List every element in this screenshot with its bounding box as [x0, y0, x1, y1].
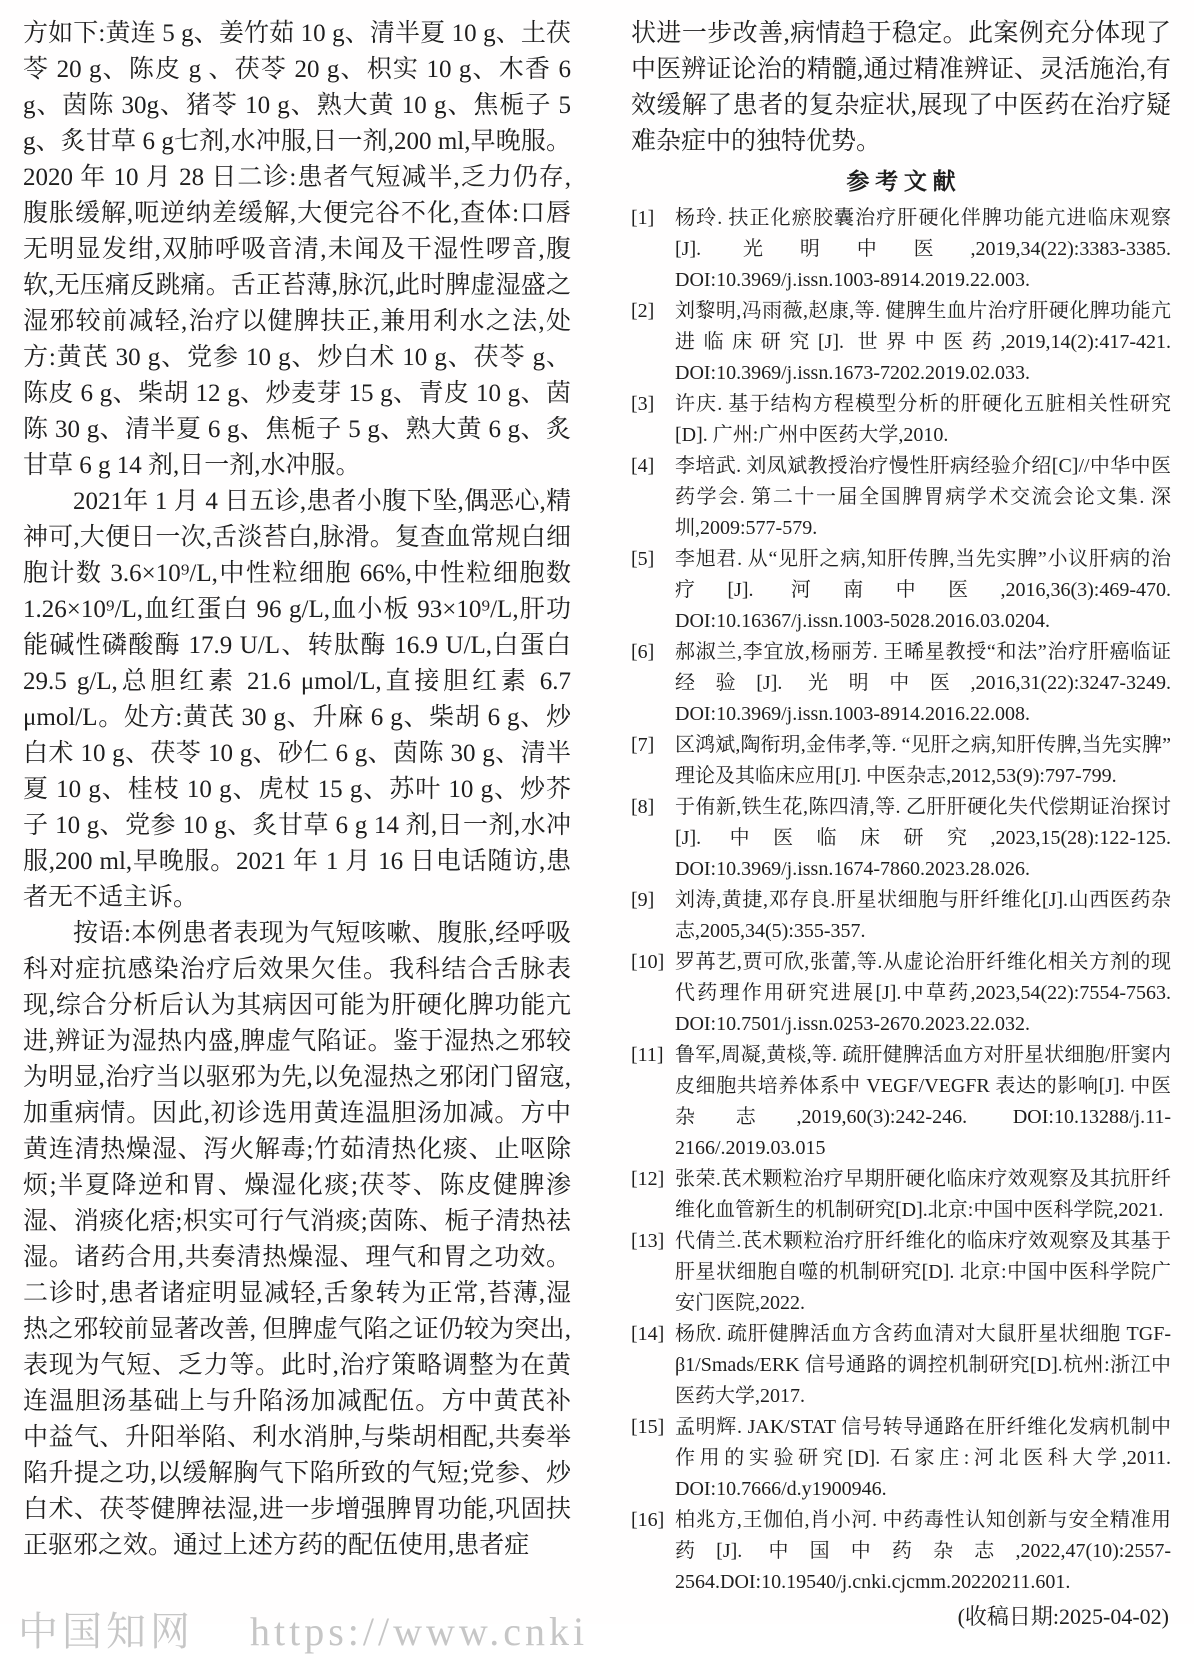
references-list: [631, 203, 1171, 1598]
reference-text: 张荣.芪术颗粒治疗早期肝硬化临床疗效观察及其抗肝纤维化血管新生的机制研究[D].北京:中国中医科学院,2021.: [675, 1168, 1171, 1221]
cnki-watermark-text: 中国知网 https://www.cnki: [18, 1609, 589, 1654]
fifth-visit-paragraph: 2021年 1 月 4 日五诊,患者小腹下坠,偶恶心,精神可,大便日一次,舌淡苔白,脉滑。复查血常规白细胞计数 3.6×10⁹/L,中性粒细胞 66%,中性粒细胞数 1.26×10⁹/L,血红蛋白 96 g/L,血小板 93×10⁹/L,肝功能碱性磷酸酶 17.9 U/L、转肽酶 16.9 U/L,白蛋白 29.5 g/L,总胆红素 21.6 μmol/L,直接胆红素 6.7 μmol/L。处方:黄芪 30 g、升麻 6 g、柴胡 6 g、炒白术 10 g、茯苓 10 g、砂仁 6 g、茵陈 30 g、清半夏 10 g、桂枝 10 g、虎杖 15 g、苏叶 10 g、炒芥子 10 g、党参 10 g、炙甘草 6 g 14 剂,日一剂,水冲服,200 ml,早晚服。2021 年 1 月 16 日电话随访,患者无不适主诉。: [23, 488, 571, 911]
reference-text: 区鸿斌,陶衔玥,金伟孝,等. “见肝之病,知肝传脾,当先实脾”理论及其临床应用[J]. 中医杂志,2012,53(9):797-799.: [675, 734, 1171, 787]
reference-number: [14]: [631, 1323, 665, 1345]
reference-text: 鲁军,周凝,黄棪,等. 疏肝健脾活血方对肝星状细胞/肝窦内皮细胞共培养体系中 VEGF/VEGFR 表达的影响[J]. 中医杂志,2019,60(3):242-246. DOI:10.13288/j.11-2166/.2019.03.015: [675, 1044, 1171, 1159]
reference-text: 刘涛,黄捷,邓存良.肝星状细胞与肝纤维化[J].山西医药杂志,2005,34(5):355-357.: [675, 889, 1171, 942]
cnki-watermark: [18, 1609, 998, 1654]
reference-text: 郝淑兰,李宜放,杨丽芳. 王晞星教授“和法”治疗肝癌临证经验[J]. 光明中医,2016,31(22):3247-3249. DOI:10.3969/j.issn.1003-8914.2016.22.008.: [675, 641, 1171, 725]
reference-item: [631, 792, 1171, 885]
reference-item: [631, 1040, 1171, 1164]
commentary-paragraph: 按语:本例患者表现为气短咳嗽、腹胀,经呼吸科对症抗感染治疗后效果欠佳。我科结合舌脉表现,综合分析后认为其病因可能为肝硬化脾功能亢进,辨证为湿热内盛,脾虚气陷证。鉴于湿热之邪较为明显,治疗当以驱邪为先,以免湿热之邪闭门留寇,加重病情。因此,初诊选用黄连温胆汤加减。方中黄连清热燥湿、泻火解毒;竹茹清热化痰、止呕除烦;半夏降逆和胃、燥湿化痰;茯苓、陈皮健脾渗湿、消痰化痞;枳实可行气消痰;茵陈、栀子清热祛湿。诸药合用,共奏清热燥湿、理气和胃之功效。二诊时,患者诸症明显减轻,舌象转为正常,苔薄,湿热之邪较前显著改善, 但脾虚气陷之证仍较为突出,表现为气短、乏力等。此时,治疗策略调整为在黄连温胆汤基础上与升陷汤加减配伍。方中黄芪补中益气、升阳举陷、利水消肿,与柴胡相配,共奏举陷升提之功,以缓解胸气下陷所致的气短;党参、炒白术、茯苓健脾祛湿,进一步增强脾胃功能,巩固扶正驱邪之效。通过上述方药的配伍使用,患者症: [23, 920, 571, 1559]
reference-item: [631, 947, 1171, 1040]
reference-item: [631, 885, 1171, 947]
reference-number: [6]: [631, 641, 655, 663]
reference-item: [631, 1164, 1171, 1226]
commentary-continuation: 状进一步改善,病情趋于稳定。此案例充分体现了中医辨证论治的精髓,通过精准辨证、灵活施治,有效缓解了患者的复杂症状,展现了中医药在治疗疑难杂症中的独特优势。: [631, 20, 1171, 155]
reference-text: 代倩兰.芪术颗粒治疗肝纤维化的临床疗效观察及其基于肝星状细胞自噬的机制研究[D]. 北京:中国中医科学院广安门医院,2022.: [675, 1230, 1171, 1314]
reference-text: 刘黎明,冯雨薇,赵康,等. 健脾生血片治疗肝硬化脾功能亢进临床研究[J]. 世界中医药,2019,14(2):417-421. DOI:10.3969/j.issn.1673-7202.2019.02.033.: [675, 300, 1171, 384]
reference-number: [7]: [631, 734, 655, 756]
reference-item: [631, 544, 1171, 637]
reference-number: [3]: [631, 393, 655, 415]
reference-number: [9]: [631, 889, 655, 911]
reference-item: [631, 637, 1171, 730]
reference-number: [11]: [631, 1044, 664, 1066]
reference-number: [5]: [631, 548, 655, 570]
reference-text: 杨欣. 疏肝健脾活血方含药血清对大鼠肝星状细胞 TGF-β1/Smads/ERK 信号通路的调控机制研究[D].杭州:浙江中医药大学,2017.: [675, 1323, 1171, 1407]
right-column: [631, 16, 1171, 1629]
reference-item: [631, 1226, 1171, 1319]
reference-text: 柏兆方,王伽伯,肖小河. 中药毒性认知创新与安全精准用药[J]. 中国中药杂志,2022,47(10):2557-2564.DOI:10.19540/j.cnki.cjcmm.20220211.601.: [675, 1509, 1171, 1593]
reference-number: [13]: [631, 1230, 665, 1252]
reference-item: [631, 296, 1171, 389]
reference-item: [631, 1319, 1171, 1412]
reference-item: [631, 1412, 1171, 1505]
reference-text: 孟明辉. JAK/STAT 信号转导通路在肝纤维化发病机制中作用的实验研究[D]. 石家庄:河北医科大学,2011. DOI:10.7666/d.y1900946.: [675, 1416, 1171, 1500]
reference-number: [15]: [631, 1416, 665, 1438]
reference-item: [631, 1505, 1171, 1598]
prescription-paragraph: 方如下:黄连 5 g、姜竹茹 10 g、清半夏 10 g、土茯苓 20 g、陈皮 g 、茯苓 20 g、枳实 10 g、木香 6 g、茵陈 30g、猪苓 10 g、熟大黄 10 g、焦栀子 5 g、炙甘草 6 g七剂,水冲服,日一剂,200 ml,早晚服。2020 年 10 月 28 日二诊:患者气短减半,乏力仍存,腹胀缓解,呃逆纳差缓解,大便完谷不化,查体:口唇无明显发绀,双肺呼吸音清,未闻及干湿性啰音,腹软,无压痛反跳痛。舌正苔薄,脉沉,此时脾虚湿盛之湿邪较前减轻,治疗以健脾扶正,兼用利水之法,处方:黄芪 30 g、党参 10 g、炒白术 10 g、茯苓 g、陈皮 6 g、柴胡 12 g、炒麦芽 15 g、青皮 10 g、茵陈 30 g、清半夏 6 g、焦栀子 5 g、熟大黄 6 g、炙甘草 6 g 14 剂,日一剂,水冲服。: [23, 20, 571, 479]
reference-item: [631, 389, 1171, 451]
reference-item: [631, 451, 1171, 544]
reference-item: [631, 730, 1171, 792]
reference-text: 李旭君. 从“见肝之病,知肝传脾,当先实脾”小议肝病的治疗[J]. 河南中医,2016,36(3):469-470. DOI:10.16367/j.issn.1003-5028.2016.03.0204.: [675, 548, 1171, 632]
reference-number: [12]: [631, 1168, 665, 1190]
reference-text: 罗苒艺,贾可欣,张蕾,等.从虚论治肝纤维化相关方剂的现代药理作用研究进展[J].中草药,2023,54(22):7554-7563. DOI:10.7501/j.issn.0253-2670.2023.22.032.: [675, 951, 1171, 1035]
references-heading: 参 考 文 献: [846, 169, 956, 194]
reference-text: 许庆. 基于结构方程模型分析的肝硬化五脏相关性研究[D]. 广州:广州中医药大学,2010.: [675, 393, 1171, 446]
reference-text: 李培武. 刘凤斌教授治疗慢性肝病经验介绍[C]//中华中医药学会. 第二十一届全国脾胃病学术交流会论文集. 深圳,2009:577-579.: [675, 455, 1171, 539]
received-date: (收稿日期:2025-04-02): [957, 1604, 1169, 1629]
reference-item: [631, 203, 1171, 296]
reference-number: [4]: [631, 455, 655, 477]
reference-text: 于侑新,铁生花,陈四清,等. 乙肝肝硬化失代偿期证治探讨[J]. 中医临床研究,2023,15(28):122-125. DOI:10.3969/j.issn.1674-7860.2023.28.026.: [675, 796, 1171, 880]
reference-number: [10]: [631, 951, 665, 973]
reference-text: 杨玲. 扶正化瘀胶囊治疗肝硬化伴脾功能亢进临床观察[J]. 光明中医,2019,34(22):3383-3385. DOI:10.3969/j.issn.1003-8914.2019.22.003.: [675, 207, 1171, 291]
reference-number: [8]: [631, 796, 655, 818]
reference-number: [16]: [631, 1509, 665, 1531]
left-column: [23, 16, 571, 1624]
reference-number: [1]: [631, 207, 655, 229]
reference-number: [2]: [631, 300, 655, 322]
